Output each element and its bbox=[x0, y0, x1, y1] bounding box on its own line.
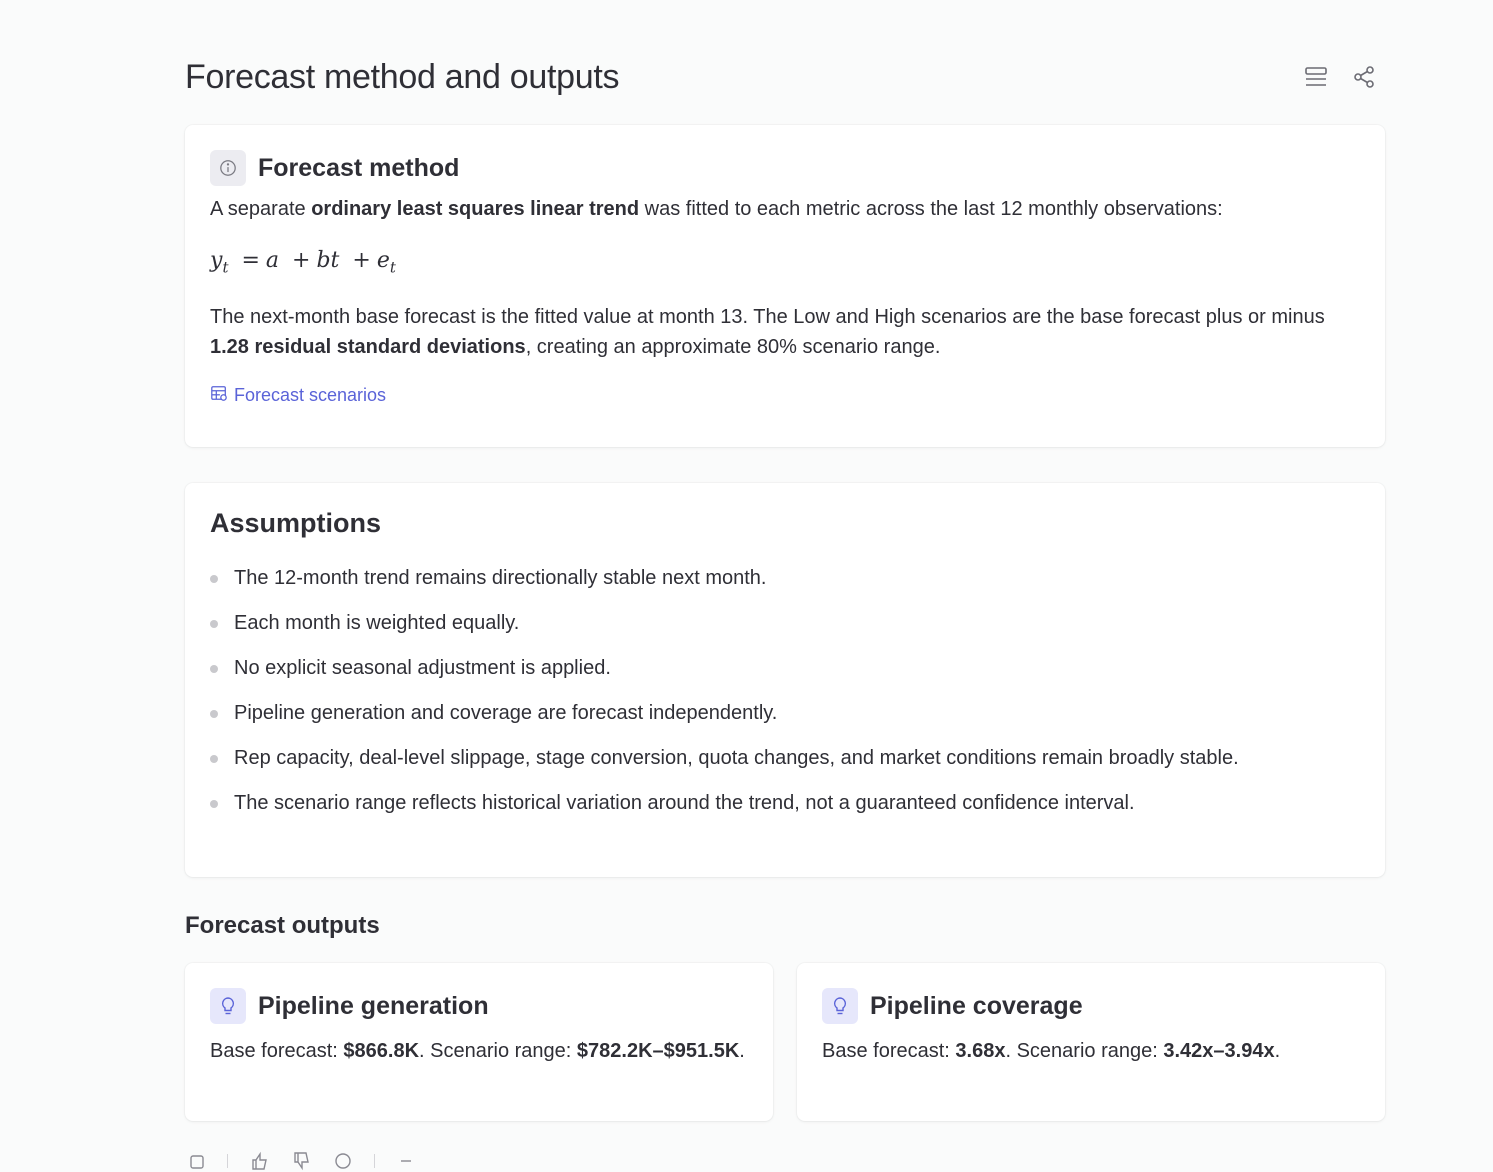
base-value: $866.8K bbox=[343, 1040, 420, 1062]
info-icon bbox=[210, 150, 246, 186]
range-value: $782.2K–$951.5K bbox=[576, 1040, 740, 1062]
pipeline-coverage-title: Pipeline coverage bbox=[870, 991, 1083, 1020]
forecast-method-title: Forecast method bbox=[258, 153, 460, 182]
trend-formula bbox=[210, 248, 1360, 278]
pipeline-generation-title: Pipeline generation bbox=[258, 991, 489, 1020]
forecast-method-header bbox=[210, 150, 1360, 186]
thumbs-down-icon[interactable] bbox=[290, 1150, 312, 1172]
toolbar-divider bbox=[374, 1154, 375, 1168]
forecast-page bbox=[185, 0, 1385, 1062]
share-icon[interactable] bbox=[1351, 64, 1377, 90]
formula-lhs-sub: t bbox=[222, 258, 229, 277]
pipeline-coverage-header bbox=[822, 988, 1360, 1024]
message-toolbar bbox=[185, 1150, 417, 1172]
page-header bbox=[185, 0, 1385, 124]
range-value: 3.42x–3.94x bbox=[1163, 1040, 1275, 1062]
body-text: The next-month base forecast is the fitted value at month 13. The Low and High scenarios are the base forecast plus or minus bbox=[210, 306, 1325, 328]
formula-lhs: y bbox=[210, 248, 223, 273]
body-emphasis: 1.28 residual standard deviations bbox=[210, 336, 526, 358]
header-actions bbox=[1303, 64, 1377, 90]
table-icon bbox=[210, 384, 228, 407]
formula-a: a bbox=[265, 248, 280, 273]
intro-text: A separate bbox=[210, 198, 312, 220]
pipeline-coverage-summary bbox=[822, 1036, 1360, 1066]
list-item: Rep capacity, deal-level slippage, stage conversion, quota changes, and market conditions remain broadly stable. bbox=[210, 743, 1360, 773]
formula-e: e bbox=[376, 248, 390, 273]
range-label: . Scenario range: bbox=[419, 1040, 577, 1062]
base-label: Base forecast: bbox=[210, 1040, 344, 1062]
assumptions-title: Assumptions bbox=[210, 508, 382, 538]
assumptions-list bbox=[210, 563, 1360, 818]
pipeline-generation-header bbox=[210, 988, 748, 1024]
pipeline-generation-summary bbox=[210, 1036, 748, 1066]
formula-bt: bt bbox=[316, 248, 340, 273]
formula-plus: + bbox=[292, 248, 311, 273]
pipeline-coverage-card bbox=[797, 963, 1385, 1121]
list-item: No explicit seasonal adjustment is applied. bbox=[210, 653, 1360, 683]
assumptions-card bbox=[185, 483, 1385, 877]
list-item: The 12-month trend remains directionally stable next month. bbox=[210, 563, 1360, 593]
more-icon[interactable] bbox=[395, 1150, 417, 1172]
list-item: Pipeline generation and coverage are forecast independently. bbox=[210, 698, 1360, 728]
pipeline-generation-card bbox=[185, 963, 773, 1121]
list-icon[interactable] bbox=[1303, 64, 1329, 90]
formula-plus: + bbox=[352, 248, 371, 273]
forecast-outputs-title: Forecast outputs bbox=[185, 912, 380, 939]
range-label: . Scenario range: bbox=[1005, 1040, 1164, 1062]
base-label: Base forecast: bbox=[822, 1040, 956, 1062]
page-title: Forecast method and outputs bbox=[185, 58, 620, 96]
intro-text-end: was fitted to each metric across the last 12 monthly observations: bbox=[639, 198, 1223, 220]
forecast-scenarios-link[interactable] bbox=[210, 384, 386, 407]
forecast-method-card bbox=[185, 125, 1385, 447]
toolbar-divider bbox=[227, 1154, 228, 1168]
summary-end: . bbox=[739, 1040, 745, 1062]
copy-icon[interactable] bbox=[185, 1150, 207, 1172]
formula-e-sub: t bbox=[389, 258, 396, 277]
lightbulb-icon bbox=[822, 988, 858, 1024]
thumbs-up-icon[interactable] bbox=[248, 1150, 270, 1172]
list-item: The scenario range reflects historical variation around the trend, not a guaranteed confidence interval. bbox=[210, 788, 1360, 818]
forecast-scenarios-label: Forecast scenarios bbox=[234, 385, 387, 405]
intro-emphasis: ordinary least squares linear trend bbox=[311, 198, 640, 220]
summary-end: . bbox=[1274, 1040, 1281, 1062]
body-text-end: , creating an approximate 80% scenario range. bbox=[525, 336, 941, 358]
method-body bbox=[210, 302, 1360, 362]
base-value: 3.68x bbox=[955, 1040, 1006, 1062]
method-intro bbox=[210, 194, 1360, 224]
refresh-icon[interactable] bbox=[332, 1150, 354, 1172]
lightbulb-icon bbox=[210, 988, 246, 1024]
list-item: Each month is weighted equally. bbox=[210, 608, 1360, 638]
formula-equals: = bbox=[241, 248, 260, 273]
